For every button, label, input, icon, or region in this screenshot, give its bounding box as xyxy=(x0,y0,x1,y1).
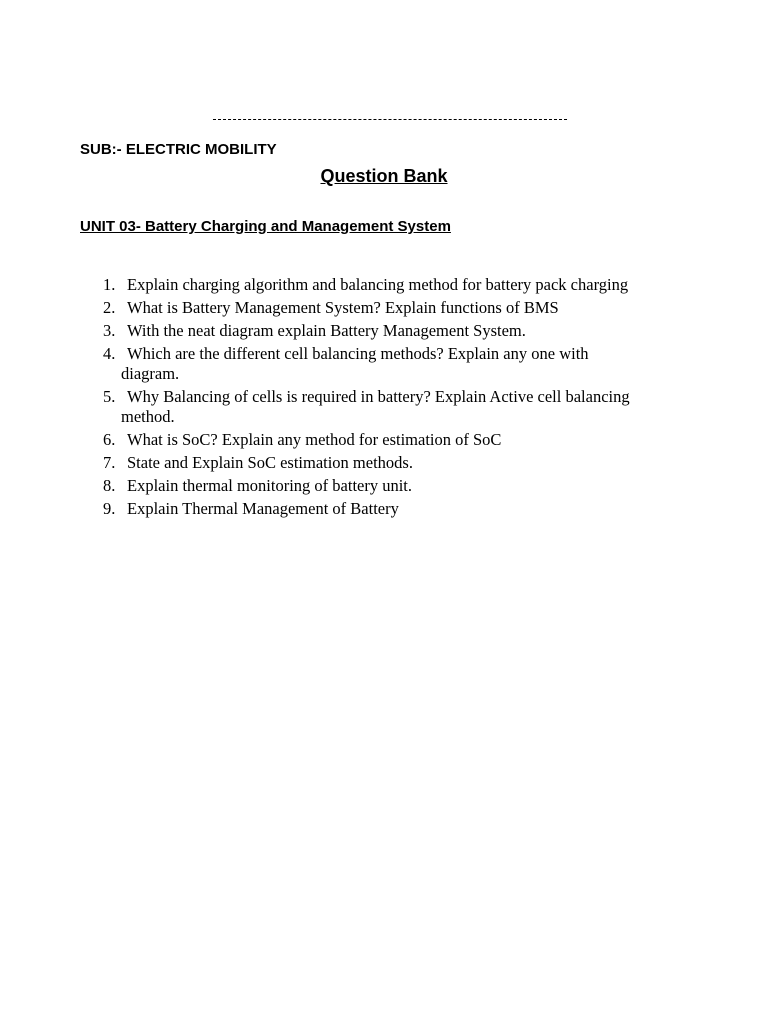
question-text: What is SoC? Explain any method for estimation of SoC xyxy=(127,430,502,449)
page-title: Question Bank xyxy=(320,166,448,186)
question-number: 3. xyxy=(103,321,116,340)
question-text-continuation: diagram. xyxy=(121,364,180,383)
question-item xyxy=(100,387,710,427)
question-text: Why Balancing of cells is required in battery? Explain Active cell balancing xyxy=(127,387,630,406)
question-text: Explain thermal monitoring of battery unit. xyxy=(127,476,413,495)
question-text: State and Explain SoC estimation methods. xyxy=(127,453,413,472)
question-number: 2. xyxy=(103,298,116,317)
question-item xyxy=(100,344,710,384)
question-item xyxy=(100,298,710,318)
question-text: With the neat diagram explain Battery Management System. xyxy=(127,321,526,340)
unit-heading: UNIT 03- Battery Charging and Management System xyxy=(80,218,451,235)
question-item xyxy=(100,453,710,473)
subject-line: SUB:- ELECTRIC MOBILITY xyxy=(80,141,277,158)
question-number: 6. xyxy=(103,430,116,449)
question-number: 4. xyxy=(103,344,116,363)
question-number: 8. xyxy=(103,476,116,495)
question-text-continuation: method. xyxy=(121,407,175,426)
question-item xyxy=(100,476,710,496)
top-dashed-rule xyxy=(213,119,567,120)
question-text: Explain charging algorithm and balancing method for battery pack charging xyxy=(127,275,629,294)
question-text: Which are the different cell balancing methods? Explain any one with xyxy=(127,344,589,363)
question-list xyxy=(100,275,710,522)
question-item xyxy=(100,430,710,450)
question-number: 9. xyxy=(103,499,116,518)
question-text: Explain Thermal Management of Battery xyxy=(127,499,399,518)
question-number: 5. xyxy=(103,387,116,406)
question-number: 7. xyxy=(103,453,116,472)
question-item xyxy=(100,499,710,519)
question-item xyxy=(100,275,710,295)
question-item xyxy=(100,321,710,341)
question-text: What is Battery Management System? Explain functions of BMS xyxy=(127,298,559,317)
question-number: 1. xyxy=(103,275,116,294)
